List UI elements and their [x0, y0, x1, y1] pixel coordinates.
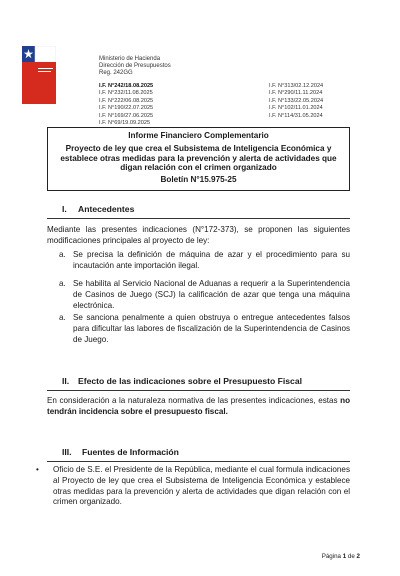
- reference-item: I.F. N°313/02.12.2024: [269, 83, 324, 89]
- fiscal-effect-text: En consideración a la naturaleza normativa de las presentes indicaciones, estas: [47, 396, 338, 405]
- bullet-marker: •: [36, 465, 39, 474]
- registry-number: Reg. 242GG: [99, 70, 133, 77]
- page-current: 1: [342, 553, 347, 560]
- boletin-number: Boletín N°15.975-25: [160, 174, 237, 184]
- directorate-name: Dirección de Presupuestos: [99, 63, 171, 70]
- list-item: [59, 279, 350, 311]
- title-box: [47, 127, 350, 191]
- reference-item: I.F. N°190/22.07.2025: [99, 105, 154, 112]
- list-marker: a.: [59, 250, 66, 259]
- section-number: II.: [62, 376, 70, 386]
- fiscal-effect-paragraph: [47, 396, 350, 418]
- reference-list-right: [269, 83, 323, 120]
- section-divider: [47, 390, 350, 391]
- list-marker: a.: [59, 279, 66, 288]
- list-item: [59, 250, 350, 272]
- section-title: Antecedentes: [78, 204, 135, 214]
- reference-item: I.F. N°102/11.01.2024: [269, 105, 323, 112]
- list-marker: a.: [59, 313, 66, 322]
- page-of: de: [347, 553, 355, 560]
- reference-list-left: [99, 83, 153, 127]
- source-item-text: Oficio de S.E. el Presidente de la República, mediante el cual formula indicaciones al Proyecto de ley que crea el Subsistema de Inteligencia Económica y establece otras medidas para la prevención y alerta de actividades que digan relación con el crimen organizado.: [53, 465, 350, 507]
- section-number: III.: [62, 447, 72, 457]
- section-divider: [47, 461, 350, 462]
- reference-item: I.F. N°232/11.08.2025: [99, 90, 153, 97]
- list-item-text: Se habilita al Servicio Nacional de Aduanas a requerir a la Superintendencia de Casinos de Juego (SCJ) la calificación de azar que tenga una máquina electrónica.: [73, 279, 350, 310]
- section-heading-antecedentes: [62, 204, 134, 214]
- reference-item: I.F. N°222/06.08.2025: [99, 97, 154, 104]
- reference-item: I.F. N°114/31.05.2024: [269, 112, 323, 119]
- source-item: [36, 465, 350, 508]
- list-item-text: Se sanciona penalmente a quien obstruya o entregue antecedentes falsos para dificultar las labores de fiscalización de la Superintendencia de Casinos de Juego.: [73, 313, 350, 344]
- reference-item: I.F. N°169/27.06.2025: [99, 112, 154, 119]
- page-number: [322, 553, 360, 560]
- fiscal-effect-conclusion: no tendrán incidencia sobre el presupuesto fiscal.: [47, 396, 351, 416]
- list-item: [59, 313, 350, 345]
- page-prefix: Página: [321, 553, 341, 560]
- reference-item: I.F. N°133/22.05.2024: [269, 97, 324, 104]
- intro-paragraph: Mediante las presentes indicaciones (N°172-373), se proponen las siguientes modificaciones principales al proyecto de ley:: [47, 225, 350, 245]
- section-divider: [47, 218, 350, 219]
- list-item-text: Se precisa la definición de máquina de azar y el procedimiento para su incautación ante importación ilegal.: [73, 250, 350, 270]
- section-title: Efecto de las indicaciones sobre el Presupuesto Fiscal: [78, 376, 302, 386]
- page-total: 2: [356, 553, 360, 560]
- section-title: Fuentes de Información: [82, 447, 179, 457]
- reference-item: I.F. N°242/18.08.2025: [99, 83, 154, 89]
- reference-item: I.F. N°69/19.09.2025: [99, 120, 151, 127]
- report-heading: Informe Financiero Complementario: [128, 131, 269, 140]
- ministry-header: [99, 56, 171, 78]
- bill-subject: Proyecto de ley que crea el Subsistema de Inteligencia Económica y establece otras medidas para la prevención y alerta de actividades que digan relación con el crimen organizado: [60, 144, 337, 173]
- section-heading-fuentes: [62, 447, 179, 457]
- ministry-name: Ministerio de Hacienda: [99, 56, 161, 62]
- government-logo: [22, 46, 56, 104]
- reference-item: I.F. N°290/11.11.2024: [269, 90, 323, 97]
- section-heading-efecto: [62, 376, 302, 386]
- section-number: I.: [62, 204, 67, 214]
